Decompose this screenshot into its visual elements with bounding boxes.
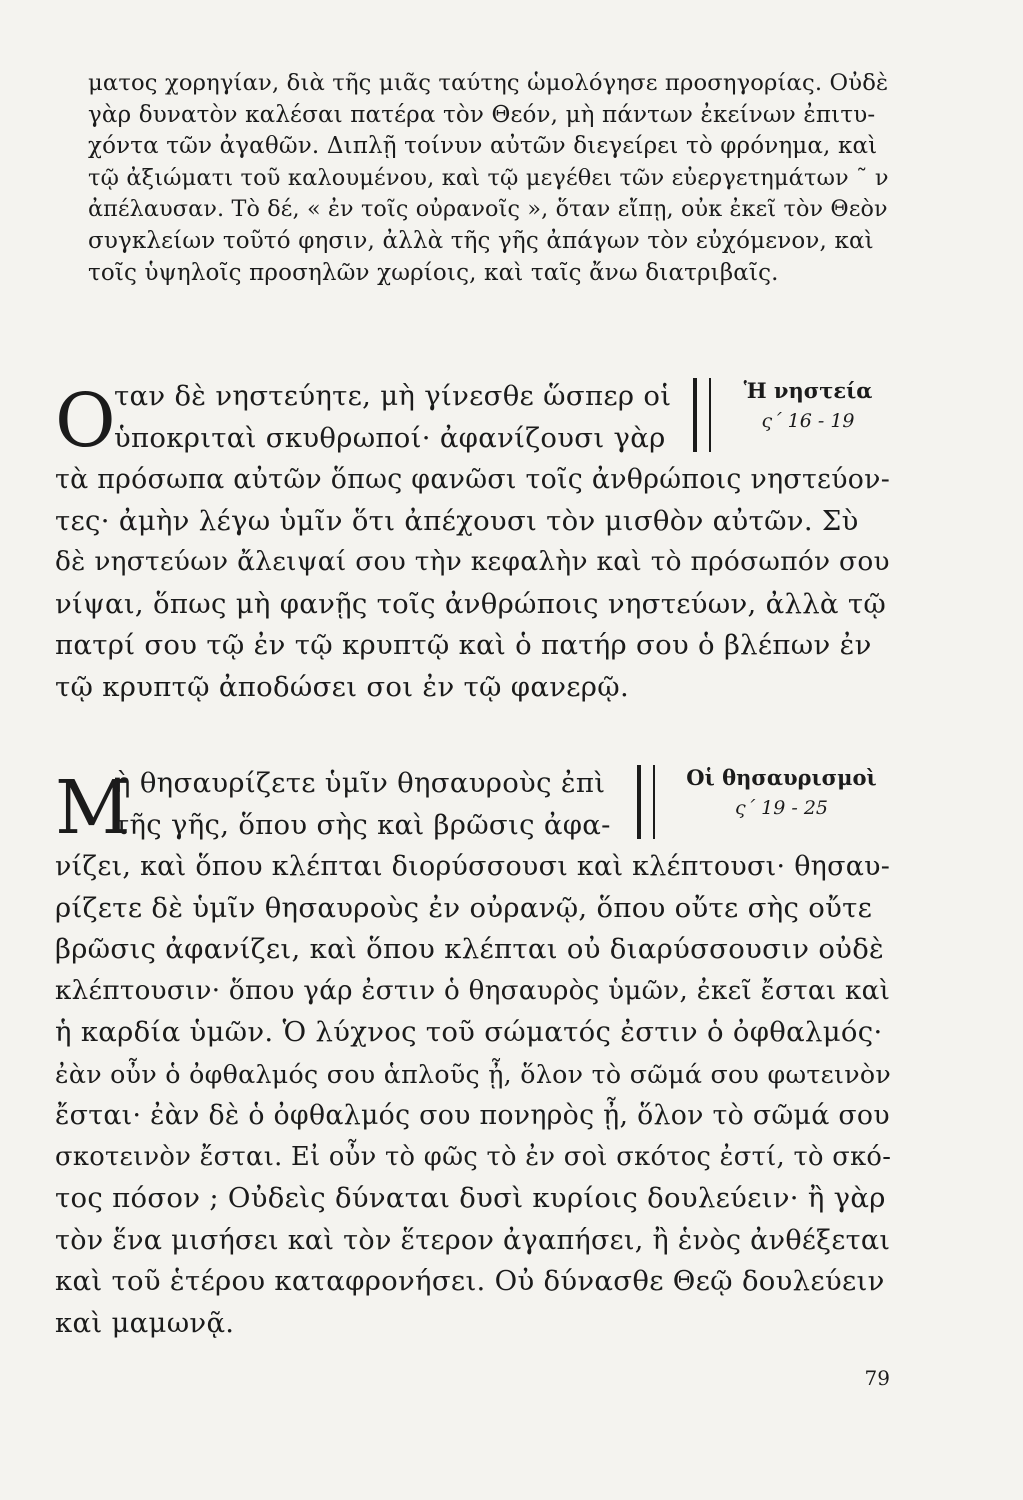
scripture-line: καὶ τοῦ ἑτέρου καταφρονήσει. Οὐ δύνασθε Θεῷ δουλεύειν xyxy=(55,1265,885,1297)
scripture-line: τὰ πρόσωπα αὐτῶν ὅπως φανῶσι τοῖς ἀνθρώποις νηστεύον- xyxy=(55,464,891,495)
scripture-line: ἡ καρδία ὑμῶν. Ὁ λύχνος τοῦ σώματός ἐστιν ὁ ὀφθαλμός· xyxy=(55,1016,883,1048)
sidenote-reference: ς΄ 16 - 19 xyxy=(761,410,855,432)
scripture-line: ὴ θησαυρίζετε ὑμῖν θησαυροὺς ἐπὶ xyxy=(114,767,606,799)
sidenote-divider xyxy=(637,765,655,839)
scripture-line: δὲ νηστεύων ἄλειψαί σου τὴν κεφαλὴν καὶ τὸ πρόσωπόν σου xyxy=(55,547,890,577)
scripture-section-treasures xyxy=(55,763,890,1344)
sidenote-title: Ἡ νηστεία xyxy=(743,378,873,403)
scripture-line: ρίζετε δὲ ὑμῖν θησαυροὺς ἐν οὐρανῷ, ὅπου οὔτε σὴς οὔτε xyxy=(55,891,873,924)
commentary-line: ἀπέλαυσαν. Τὸ δέ, « ἐν τοῖς οὐρανοῖς », ὅταν εἴπῃ, οὐκ ἐκεῖ τὸν Θεὸν xyxy=(88,196,888,223)
commentary-line: τοῖς ὑψηλοῖς προσηλῶν χωρίοις, καὶ ταῖς ἄνω διατριβαῖς. xyxy=(88,259,779,286)
scripture-line: βρῶσις ἀφανίζει, καὶ ὅπου κλέπται οὐ διαρύσσουσιν οὐδὲ xyxy=(55,933,885,965)
commentary-block xyxy=(88,68,888,289)
drop-cap: Μ xyxy=(55,765,131,851)
commentary-line: συγκλείων τοῦτό φησιν, ἀλλὰ τῆς γῆς ἀπάγων τὸν εὐχόμενον, καὶ xyxy=(88,227,874,254)
scripture-line: ἔσται· ἐὰν δὲ ὁ ὀφθαλμός σου πονηρὸς ᾖ, ὅλον τὸ σῶμά σου xyxy=(55,1100,890,1131)
commentary-line: ματος χορηγίαν, διὰ τῆς μιᾶς ταύτης ὡμολόγησε προσηγορίας. Οὐδὲ xyxy=(88,70,889,96)
sidenote xyxy=(713,376,903,436)
sidenote xyxy=(669,763,894,823)
drop-cap: Ο xyxy=(55,378,116,464)
section-head xyxy=(55,763,890,851)
commentary-line: χόντα τῶν ἀγαθῶν. Διπλῇ τοίνυν αὐτῶν διεγείρει τὸ φρόνημα, καὶ xyxy=(88,133,878,160)
head-lines xyxy=(114,763,611,846)
sidenote-reference: ς΄ 19 - 25 xyxy=(734,797,829,819)
page-number: 79 xyxy=(864,1366,890,1390)
head-lines xyxy=(114,376,671,459)
scripture-line: ταν δὲ νηστεύητε, μὴ γίνεσθε ὥσπερ οἱ xyxy=(114,380,672,412)
section-head xyxy=(55,376,890,464)
scripture-line: ὑποκριταὶ σκυθρωποί· ἀφανίζουσι γὰρ xyxy=(114,421,666,454)
scripture-section-fasting xyxy=(55,376,890,708)
scripture-line: κλέπτουσιν· ὅπου γάρ ἐστιν ὁ θησαυρὸς ὑμῶν, ἐκεῖ ἔσται καὶ xyxy=(55,975,891,1006)
commentary-line: τῷ ἀξιώματι τοῦ καλουμένου, καὶ τῷ μεγέθει τῶν εὐεργετημάτων ˜ ν xyxy=(88,164,889,191)
scripture-line: ἐὰν οὖν ὁ ὀφθαλμός σου ἁπλοῦς ᾖ, ὅλον τὸ σῶμά σου φωτεινὸν xyxy=(55,1059,892,1089)
commentary-line: γὰρ δυνατὸν καλέσαι πατέρα τὸν Θεόν, μὴ πάντων ἐκείνων ἐπιτυ- xyxy=(88,101,876,128)
scripture-line: καὶ μαμωνᾷ. xyxy=(55,1306,235,1339)
scripture-line: σκοτεινὸν ἔσται. Εἰ οὖν τὸ φῶς τὸ ἐν σοὶ σκότος ἐστί, τὸ σκό- xyxy=(55,1141,892,1172)
sidenote-title: Οἱ θησαυρισμοὶ xyxy=(686,765,877,790)
scripture-line: νίψαι, ὅπως μὴ φανῇς τοῖς ἀνθρώποις νηστεύων, ἀλλὰ τῷ xyxy=(55,587,887,620)
scripture-line: πατρί σου τῷ ἐν τῷ κρυπτῷ καὶ ὁ πατήρ σου ὁ βλέπων ἐν xyxy=(55,629,872,661)
scripture-line: νίζει, καὶ ὅπου κλέπται διορύσσουσι καὶ κλέπτουσι· θησαυ- xyxy=(55,851,891,882)
scripture-line: τὸν ἕνα μισήσει καὶ τὸν ἕτερον ἀγαπήσει, ἢ ἑνὸς ἀνθέξεται xyxy=(55,1224,891,1256)
scripture-line: τῷ κρυπτῷ ἀποδώσει σοι ἐν τῷ φανερῷ. xyxy=(55,670,629,703)
scripture-line: τες· ἀμὴν λέγω ὑμῖν ὅτι ἀπέχουσι τὸν μισθὸν αὐτῶν. Σὺ xyxy=(55,504,859,537)
scripture-line: τος πόσον ; Οὐδεὶς δύναται δυσὶ κυρίοις δουλεύειν· ἢ γὰρ xyxy=(55,1182,886,1214)
scripture-line: τῆς γῆς, ὅπου σὴς καὶ βρῶσις ἀφα- xyxy=(114,808,611,841)
sidenote-divider xyxy=(693,378,711,452)
